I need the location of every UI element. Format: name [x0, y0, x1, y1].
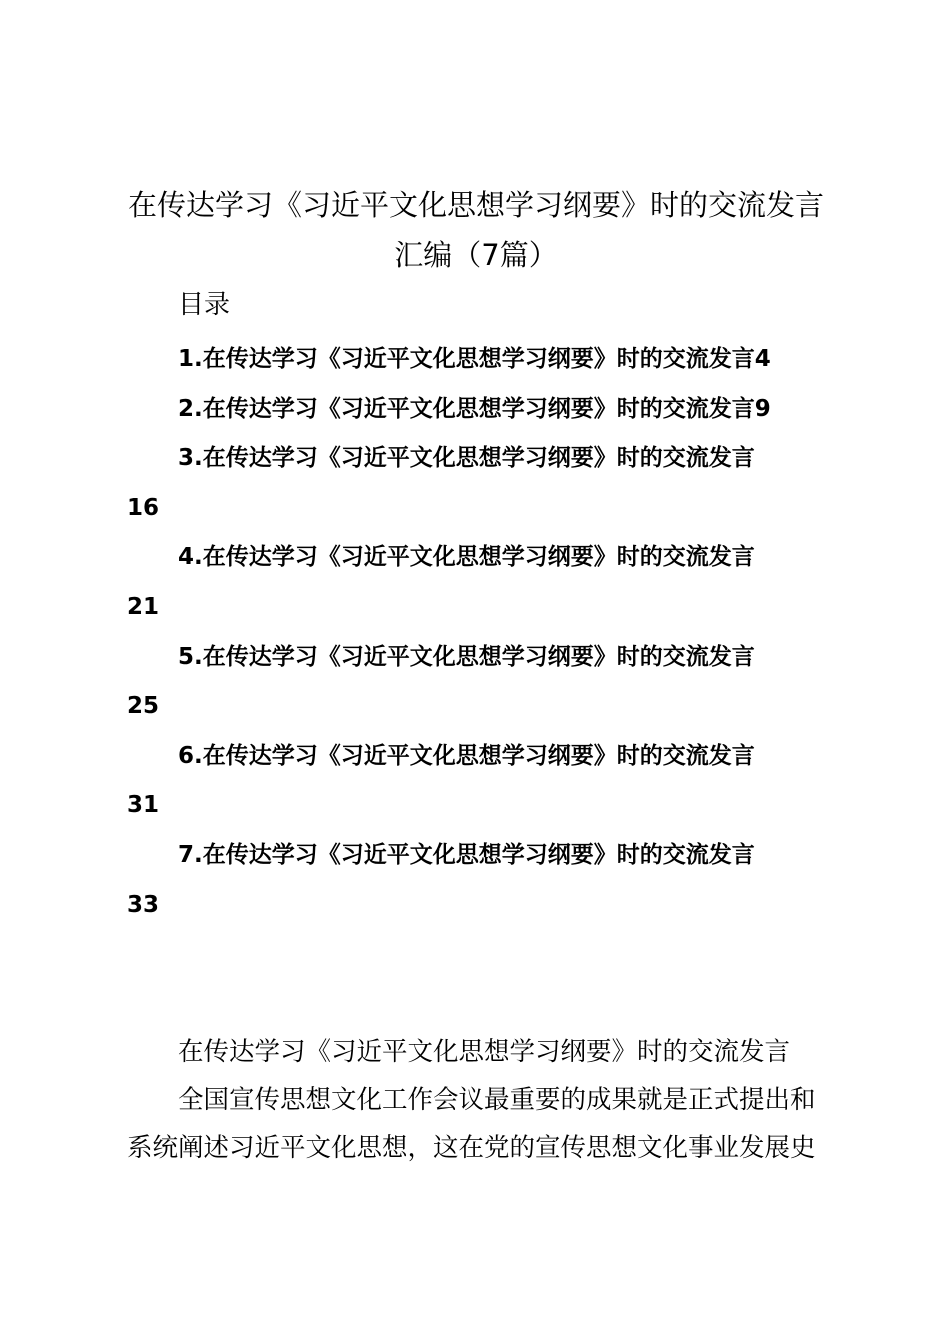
toc-item-1[interactable] — [127, 335, 833, 385]
toc-item-7[interactable] — [127, 831, 833, 930]
toc-item-3[interactable] — [127, 434, 833, 533]
toc-item-2[interactable] — [127, 385, 833, 435]
toc-item-page: 33 — [127, 891, 160, 918]
toc-item-text: 2.在传达学习《习近平文化思想学习纲要》时的交流发言 — [178, 395, 755, 422]
table-of-contents — [127, 335, 833, 930]
toc-item-6[interactable] — [127, 732, 833, 831]
title-line-2: 汇编（7篇） — [394, 238, 558, 272]
toc-item-text: 7.在传达学习《习近平文化思想学习纲要》时的交流发言 — [178, 841, 755, 868]
toc-item-text: 3.在传达学习《习近平文化思想学习纲要》时的交流发言 — [178, 445, 755, 472]
toc-item-page: 16 — [127, 494, 160, 521]
toc-item-5[interactable] — [127, 633, 833, 732]
toc-item-page: 21 — [127, 593, 160, 620]
title-line-1: 在传达学习《习近平文化思想学习纲要》时的交流发言 — [127, 188, 824, 222]
toc-item-text: 1.在传达学习《习近平文化思想学习纲要》时的交流发言 — [178, 346, 755, 372]
paragraph-line-2: 系统阐述习近平文化思想，这在党的宣传思想文化事业发展史 — [127, 1133, 816, 1163]
toc-item-text: 4.在传达学习《习近平文化思想学习纲要》时的交流发言 — [178, 544, 755, 571]
toc-item-text: 5.在传达学习《习近平文化思想学习纲要》时的交流发言 — [178, 643, 755, 670]
toc-item-page: 9 — [754, 395, 771, 422]
toc-label: 目录 — [178, 290, 231, 320]
toc-item-text: 6.在传达学习《习近平文化思想学习纲要》时的交流发言 — [178, 742, 755, 769]
body-text — [127, 1028, 833, 1172]
toc-item-page: 4 — [754, 346, 771, 372]
document-title — [120, 180, 832, 280]
toc-item-page: 25 — [127, 693, 160, 720]
section-heading: 在传达学习《习近平文化思想学习纲要》时的交流发言 — [178, 1037, 791, 1067]
paragraph-line-1: 全国宣传思想文化工作会议最重要的成果就是正式提出和 — [178, 1085, 816, 1115]
toc-item-4[interactable] — [127, 533, 833, 632]
toc-item-page: 31 — [127, 792, 160, 819]
